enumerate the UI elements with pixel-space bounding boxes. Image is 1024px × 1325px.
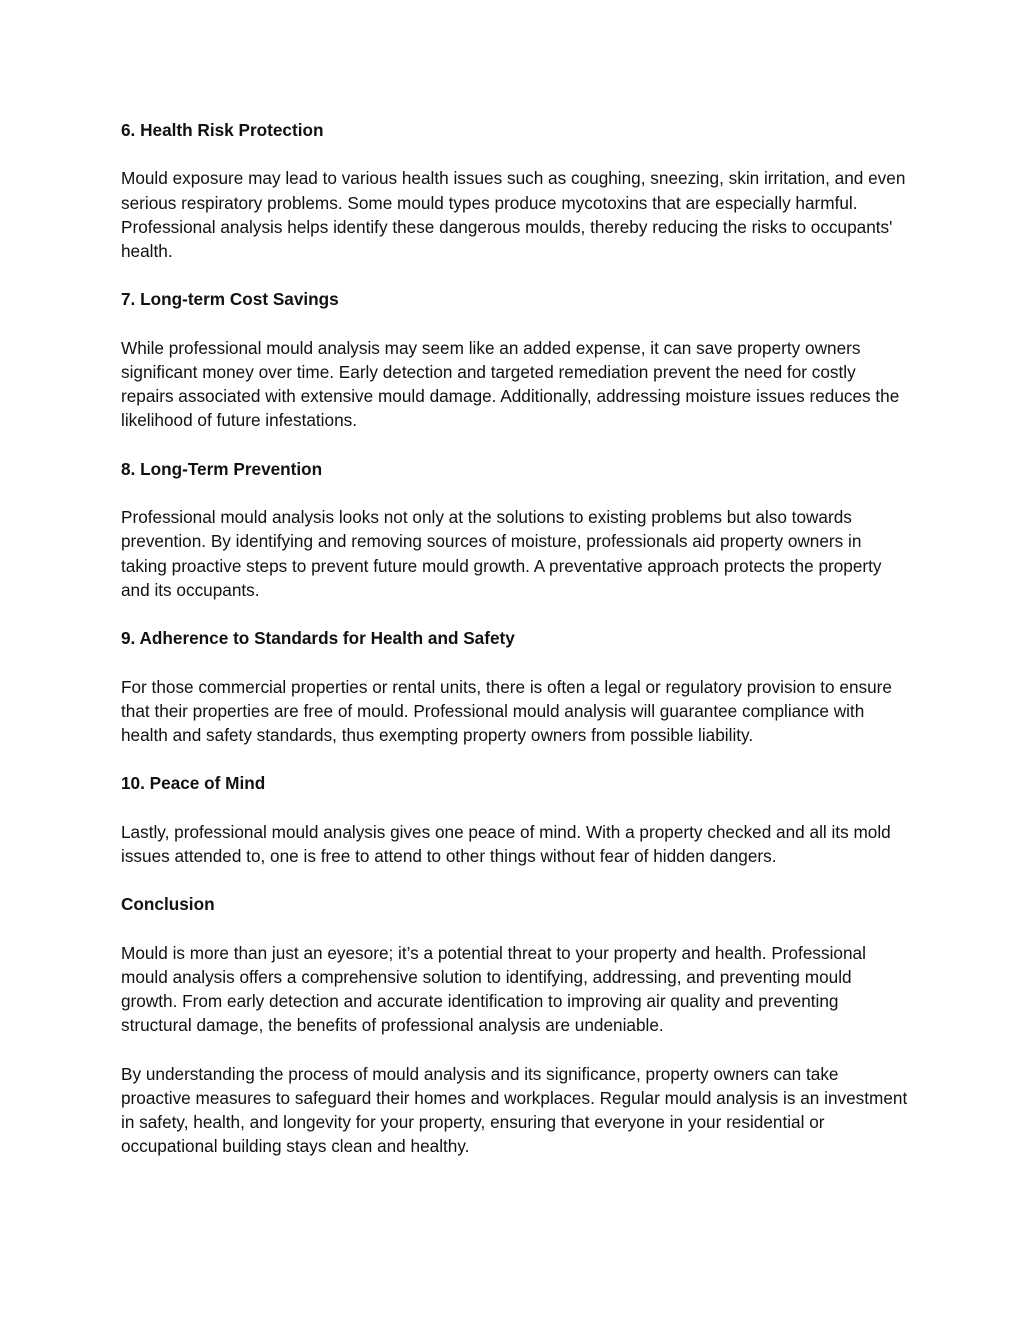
document-body	[121, 118, 911, 1159]
conclusion-paragraph-2: By understanding the process of mould analysis and its significance, property owners can take proactive measures to safeguard their homes and workplaces. Regular mould analysis is an investment in safety, health, and longevity for your property, ensuring that everyone in your residential or occupational building stays clean and healthy.	[121, 1063, 908, 1157]
section-paragraph-health-risk: Mould exposure may lead to various health issues such as coughing, sneezing, skin irritation, and even serious respiratory problems. Some mould types produce mycotoxins that are especially harmful. Professional analysis helps identify these dangerous moulds, thereby reducing the risks to occupants' health.	[121, 168, 906, 261]
section-paragraph-standards: For those commercial properties or rental units, there is often a legal or regulatory provision to ensure that their properties are free of mould. Professional mould analysis will guarantee compliance with health and safety standards, thus exempting property owners from possible liability.	[121, 676, 892, 745]
section-heading-health-risk: 6. Health Risk Protection	[121, 120, 324, 140]
section-paragraph-peace-of-mind: Lastly, professional mould analysis gives one peace of mind. With a property checked and all its mold issues attended to, one is free to attend to other things without fear of hidden dangers.	[121, 821, 891, 866]
section-heading-prevention: 8. Long-Term Prevention	[121, 458, 323, 479]
section-heading-standards: 9. Adherence to Standards for Health and Safety	[121, 628, 515, 649]
section-heading-conclusion: Conclusion	[121, 894, 215, 915]
section-heading-cost-savings: 7. Long-term Cost Savings	[121, 289, 339, 310]
section-heading-peace-of-mind: 10. Peace of Mind	[121, 773, 266, 794]
section-paragraph-prevention: Professional mould analysis looks not only at the solutions to existing problems but also towards prevention. By identifying and removing sources of moisture, professionals aid property owners in taking proactive steps to prevent future mould growth. A preventative approach protects the property and its occupants.	[121, 507, 882, 600]
section-paragraph-cost-savings: While professional mould analysis may seem like an added expense, it can save property owners significant money over time. Early detection and targeted remediation prevent the need for costly repairs associated with extensive mould damage. Additionally, addressing moisture issues reduces the likelihood of future infestations.	[121, 337, 900, 431]
conclusion-paragraph-1: Mould is more than just an eyesore; it’s a potential threat to your property and health. Professional mould analysis offers a comprehensive solution to identifying, addressing, and preventing mould growth. From early detection and accurate identification to improving air quality and preventing structural damage, the benefits of professional analysis are undeniable.	[121, 942, 866, 1036]
